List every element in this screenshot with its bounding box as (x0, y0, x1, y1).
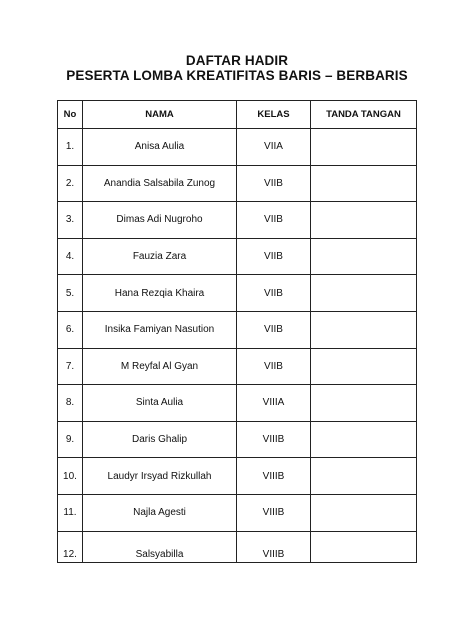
participant-name: Najla Agesti (83, 494, 237, 531)
column-header-nama: NAMA (83, 101, 237, 129)
row-number: 10. (58, 458, 83, 495)
column-header-kelas: KELAS (237, 101, 311, 129)
row-number: 7. (58, 348, 83, 385)
signature-cell (311, 129, 417, 166)
document-subtitle: PESERTA LOMBA KREATIFITAS BARIS – BERBARIS (66, 68, 408, 83)
participant-class: VIIB (237, 275, 311, 312)
participant-class: VIIIB (237, 458, 311, 495)
row-number: 4. (58, 238, 83, 275)
row-number: 3. (58, 202, 83, 239)
participant-name: Daris Ghalip (83, 421, 237, 458)
signature-cell (311, 348, 417, 385)
table-row (58, 385, 417, 422)
column-header-no: No (58, 101, 83, 129)
participant-class: VIIB (237, 165, 311, 202)
row-number: 9. (58, 421, 83, 458)
table-row (58, 238, 417, 275)
table-row (58, 348, 417, 385)
table-row (58, 421, 417, 458)
row-number: 11. (58, 494, 83, 531)
participant-class: VIIB (237, 238, 311, 275)
signature-cell (311, 458, 417, 495)
participant-class: VIIIB (237, 421, 311, 458)
signature-cell (311, 275, 417, 312)
participant-name: Salsyabilla (83, 531, 237, 562)
participant-name: Fauzia Zara (83, 238, 237, 275)
signature-cell (311, 421, 417, 458)
participant-name: Dimas Adi Nugroho (83, 202, 237, 239)
table-row (58, 311, 417, 348)
participant-class: VIIB (237, 348, 311, 385)
table-row (58, 165, 417, 202)
participant-name: Anandia Salsabila Zunog (83, 165, 237, 202)
participant-class: VIIB (237, 311, 311, 348)
participant-name: M Reyfal Al Gyan (83, 348, 237, 385)
row-number: 5. (58, 275, 83, 312)
participant-name: Anisa Aulia (83, 129, 237, 166)
signature-cell (311, 494, 417, 531)
table-row (58, 494, 417, 531)
signature-cell (311, 311, 417, 348)
row-number: 2. (58, 165, 83, 202)
document-title: DAFTAR HADIR (185, 53, 289, 68)
table-row (58, 458, 417, 495)
table-header-row (58, 101, 417, 129)
participant-class: VIIA (237, 129, 311, 166)
row-number: 1. (58, 129, 83, 166)
attendance-table (57, 100, 417, 563)
row-number: 6. (58, 311, 83, 348)
table-row (58, 129, 417, 166)
signature-cell (311, 385, 417, 422)
table-row (58, 531, 417, 562)
signature-cell (311, 531, 417, 562)
row-number: 12. (58, 531, 83, 562)
signature-cell (311, 238, 417, 275)
participant-class: VIIIB (237, 531, 311, 562)
table-row (58, 275, 417, 312)
table-row (58, 202, 417, 239)
participant-class: VIIIA (237, 385, 311, 422)
participant-name: Hana Rezqia Khaira (83, 275, 237, 312)
row-number: 8. (58, 385, 83, 422)
participant-name: Insika Famiyan Nasution (83, 311, 237, 348)
participant-name: Laudyr Irsyad Rizkullah (83, 458, 237, 495)
participant-class: VIIIB (237, 494, 311, 531)
signature-cell (311, 202, 417, 239)
participant-class: VIIB (237, 202, 311, 239)
participant-name: Sinta Aulia (83, 385, 237, 422)
column-header-tanda-tangan: TANDA TANGAN (311, 101, 417, 129)
signature-cell (311, 165, 417, 202)
